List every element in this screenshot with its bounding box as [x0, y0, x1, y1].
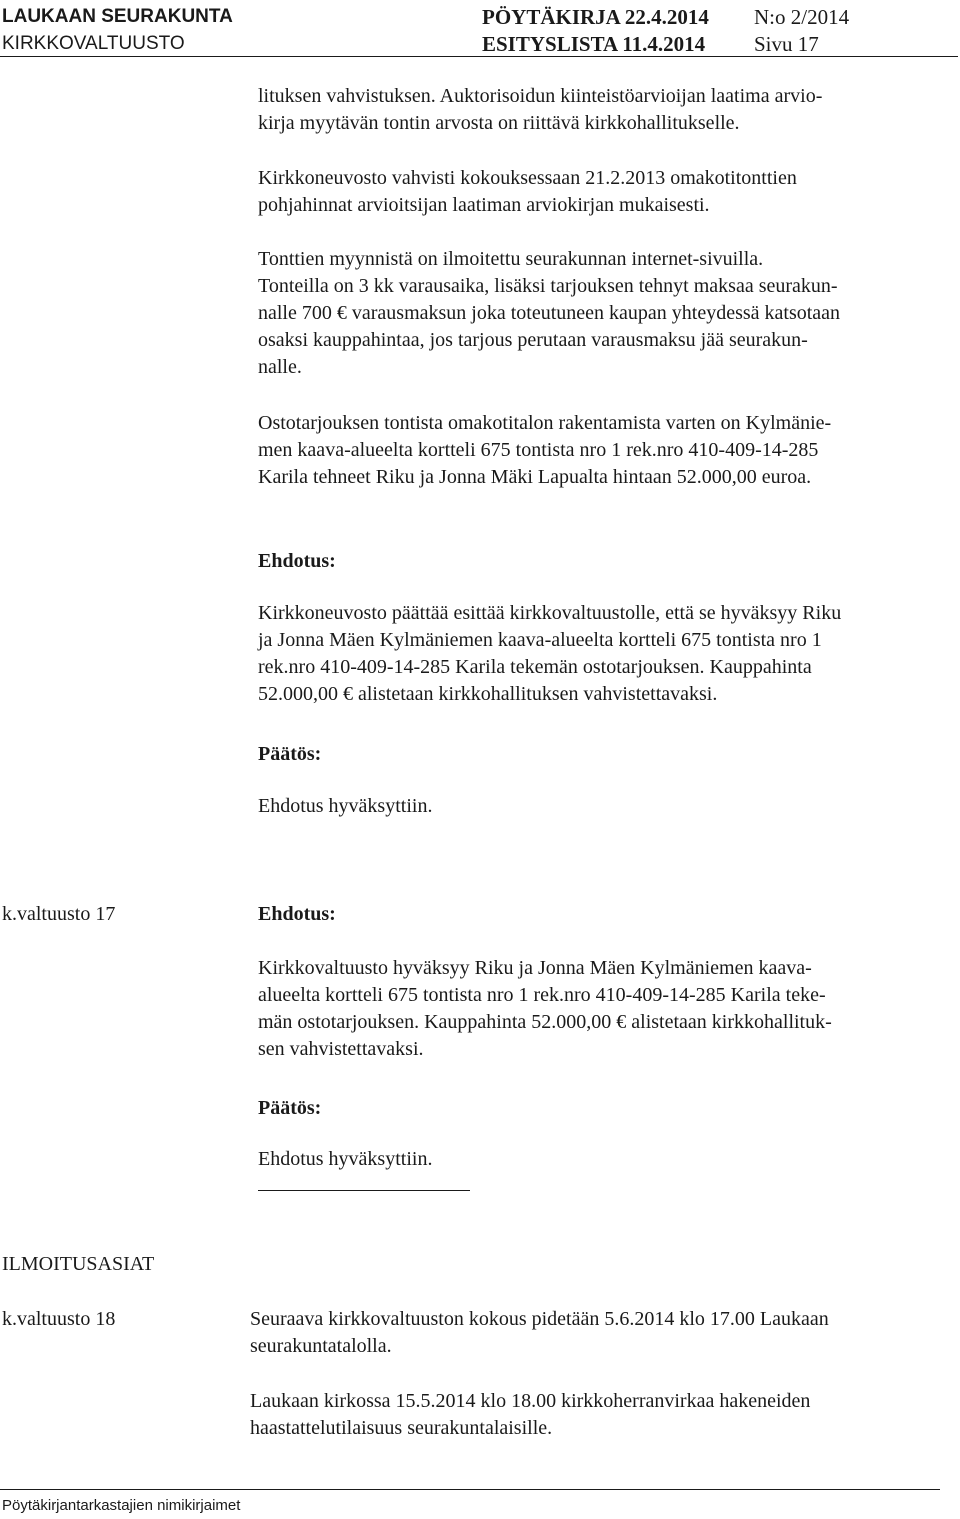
page-number: Sivu 17 — [754, 32, 819, 56]
kv18-paragraph-1 — [250, 1306, 829, 1360]
proposal-paragraph — [258, 600, 841, 708]
text-line: Kirkkoneuvosto vahvisti kokouksessaan 21.2.2013 omakotitonttien — [258, 167, 797, 189]
kv18-reference: k.valtuusto 18 — [2, 1308, 116, 1330]
text-line: Laukaan kirkossa 15.5.2014 klo 18.00 kirkkoherranvirkaa hakeneiden — [250, 1390, 811, 1412]
text-line: Seuraava kirkkovaltuuston kokous pidetään 5.6.2014 klo 17.00 Laukaan — [250, 1308, 829, 1330]
org-name: LAUKAAN SEURAKUNTA — [2, 6, 233, 27]
text-line: ja Jonna Mäen Kylmäniemen kaava-alueelta kortteli 675 tontista nro 1 — [258, 629, 822, 651]
sale-paragraph — [258, 246, 840, 381]
offer-paragraph — [258, 410, 831, 491]
council-paragraph — [258, 165, 797, 219]
decision-label: Päätös: — [258, 743, 322, 765]
kv17-reference: k.valtuusto 17 — [2, 903, 116, 925]
text-line: alueelta kortteli 675 tontista nro 1 rek.nro 410-409-14-285 Karila teke- — [258, 984, 826, 1006]
text-line: rek.nro 410-409-14-285 Karila tekemän ostotarjouksen. Kauppahinta — [258, 656, 812, 678]
kv17-paragraph — [258, 955, 832, 1063]
text-line: Tonteilla on 3 kk varausaika, lisäksi tarjouksen tehnyt maksaa seurakun- — [258, 275, 838, 297]
footer-signatures: Pöytäkirjantarkastajien nimikirjaimet — [2, 1497, 241, 1514]
text-line: haastattelutilaisuus seurakuntalaisille. — [250, 1417, 553, 1439]
document-number: N:o 2/2014 — [754, 5, 850, 29]
text-line: pohjahinnat arvioitsijan laatiman arviokirjan mukaisesti. — [258, 194, 710, 216]
kv17-decision-label: Päätös: — [258, 1097, 322, 1119]
kv18-paragraph-2 — [250, 1388, 810, 1442]
text-line: nalle 700 € varausmaksun joka toteutuneen kaupan yhteydessä katsotaan — [258, 302, 841, 324]
kv17-decision-text: Ehdotus hyväksyttiin. — [258, 1148, 433, 1170]
text-line: nalle. — [258, 356, 302, 378]
decision-text: Ehdotus hyväksyttiin. — [258, 795, 433, 817]
text-line: Kirkkoneuvosto päättää esittää kirkkovaltuustolle, että se hyväksyy Riku — [258, 602, 842, 624]
text-line: osaksi kauppahintaa, jos tarjous perutaan varausmaksu jää seurakun- — [258, 329, 808, 351]
agenda-date: ESITYSLISTA 11.4.2014 — [482, 32, 706, 56]
section-separator — [258, 1190, 470, 1191]
text-line: lituksen vahvistuksen. Auktorisoidun kiinteistöarvioijan laatima arvio- — [258, 85, 823, 107]
intro-paragraph — [258, 83, 822, 137]
announcements-heading: ILMOITUSASIAT — [2, 1253, 155, 1275]
proposal-label: Ehdotus: — [258, 550, 336, 572]
footer-divider — [0, 1489, 940, 1490]
text-line: Kirkkovaltuusto hyväksyy Riku ja Jonna Mäen Kylmäniemen kaava- — [258, 957, 812, 979]
kv17-proposal-label: Ehdotus: — [258, 903, 336, 925]
text-line: 52.000,00 € alistetaan kirkkohallituksen vahvistettavaksi. — [258, 683, 718, 705]
text-line: Tonttien myynnistä on ilmoitettu seurakunnan internet-sivuilla. — [258, 248, 764, 270]
text-line: kirja myytävän tontin arvosta on riittävä kirkkohallitukselle. — [258, 112, 740, 134]
text-line: men kaava-alueelta kortteli 675 tontista nro 1 rek.nro 410-409-14-285 — [258, 439, 819, 461]
minutes-date: PÖYTÄKIRJA 22.4.2014 — [482, 5, 709, 29]
text-line: sen vahvistettavaksi. — [258, 1038, 424, 1060]
header-divider — [0, 56, 958, 57]
text-line: män ostotarjouksen. Kauppahinta 52.000,00 € alistetaan kirkkohallituk- — [258, 1011, 832, 1033]
text-line: seurakuntatalolla. — [250, 1335, 392, 1357]
text-line: Karila tehneet Riku ja Jonna Mäki Lapualta hintaan 52.000,00 euroa. — [258, 466, 812, 488]
text-line: Ostotarjouksen tontista omakotitalon rakentamista varten on Kylmänie- — [258, 412, 832, 434]
body-name: KIRKKOVALTUUSTO — [2, 33, 185, 54]
